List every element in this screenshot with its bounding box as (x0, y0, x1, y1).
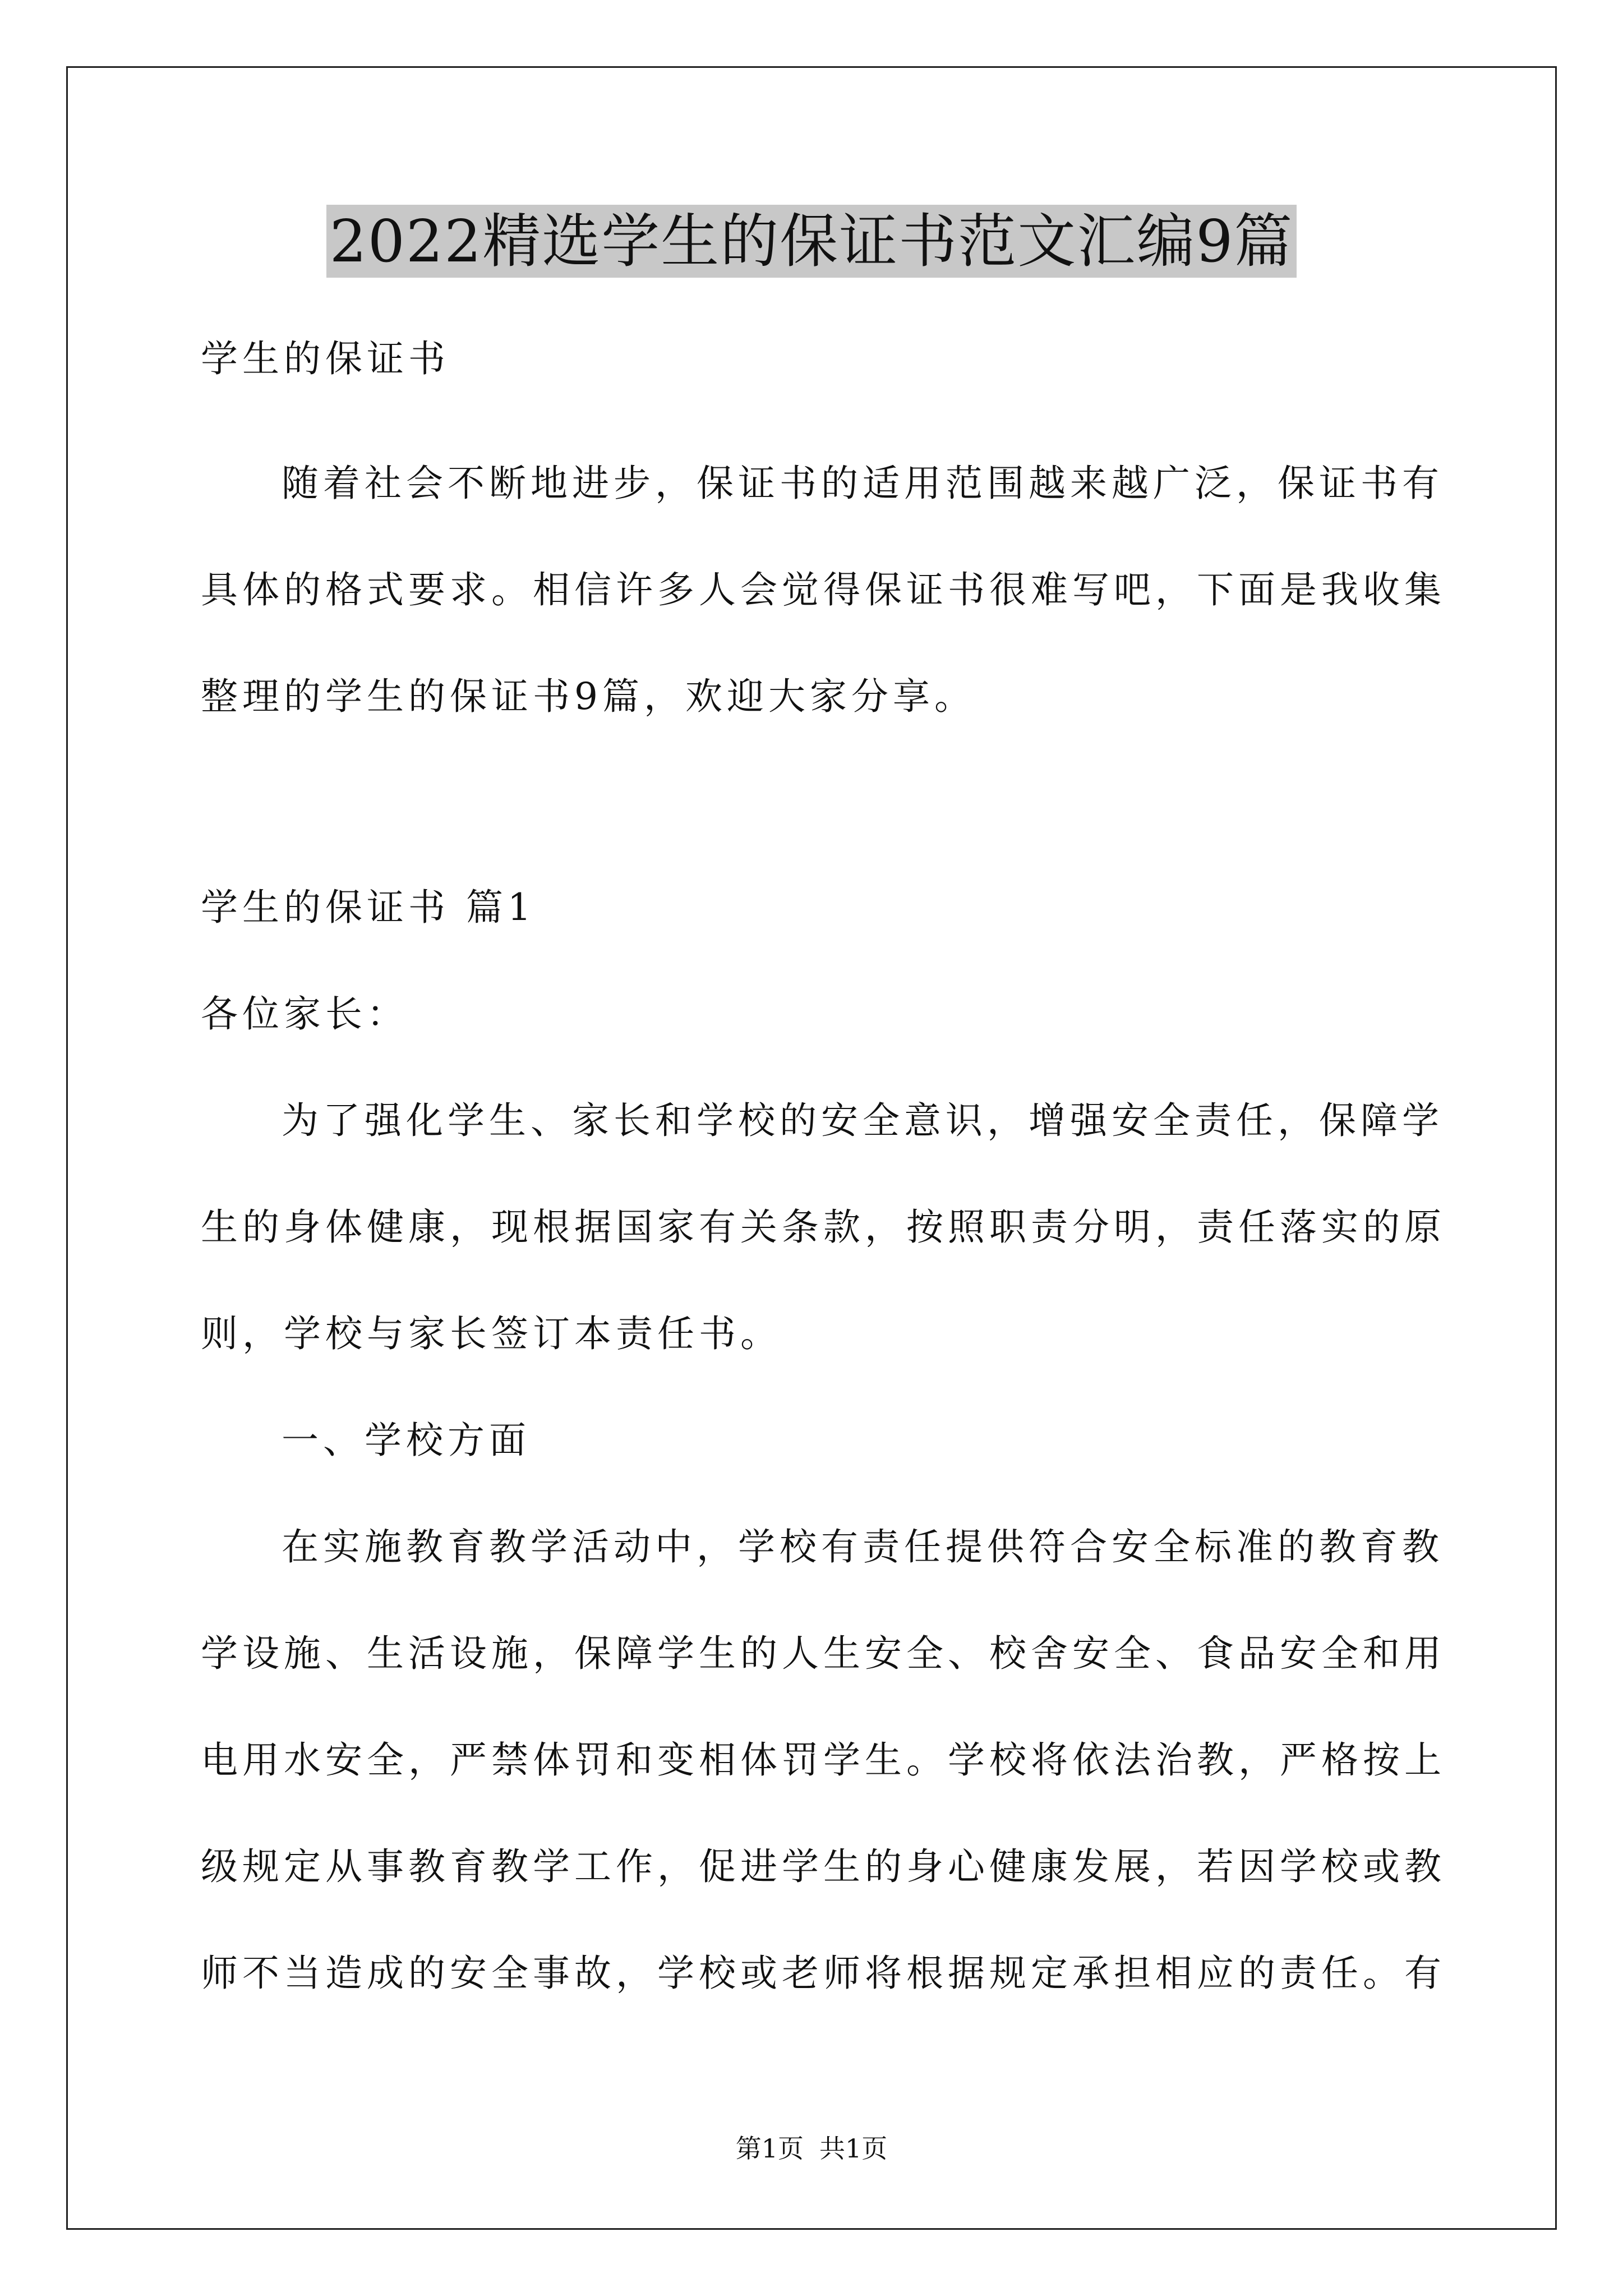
paragraph-line: 电用水安全，严禁体罚和变相体罚学生。学校将依法治教，严格按上 (201, 1738, 1446, 1782)
subsection-heading: 一、学校方面 (282, 1419, 531, 1462)
section-heading: 学生的保证书 篇1 (201, 886, 536, 929)
paragraph-line: 为了强化学生、家长和学校的安全意识，增强安全责任，保障学 (282, 1099, 1444, 1142)
paragraph-line: 随着社会不断地进步，保证书的适用范围越来越广泛，保证书有 (282, 462, 1444, 505)
salutation: 各位家长： (201, 992, 408, 1036)
paragraph-line: 整理的学生的保证书9篇，欢迎大家分享。 (201, 675, 976, 718)
paragraph-line: 具体的格式要求。相信许多人会觉得保证书很难写吧，下面是我收集 (201, 568, 1446, 611)
section-heading: 学生的保证书 (201, 337, 450, 380)
page-border (66, 66, 1557, 2230)
document-title-text: 2022精选学生的保证书范文汇编9篇 (326, 205, 1297, 278)
paragraph-line: 则，学校与家长签订本责任书。 (201, 1312, 782, 1355)
page-total: 共1页 (819, 2133, 888, 2164)
page-number: 第1页 (735, 2133, 804, 2164)
paragraph-line: 在实施教育教学活动中，学校有责任提供符合安全标准的教育教 (282, 1525, 1444, 1568)
paragraph-line: 学设施、生活设施，保障学生的人生安全、校舍安全、食品安全和用 (201, 1632, 1446, 1675)
paragraph-line: 师不当造成的安全事故，学校或老师将根据规定承担相应的责任。有 (201, 1952, 1446, 1995)
page-footer (0, 2132, 1623, 2165)
paragraph-line: 级规定从事教育教学工作，促进学生的身心健康发展，若因学校或教 (201, 1845, 1446, 1888)
paragraph-line: 生的身体健康，现根据国家有关条款，按照职责分明，责任落实的原 (201, 1205, 1446, 1249)
document-title (0, 202, 1623, 280)
